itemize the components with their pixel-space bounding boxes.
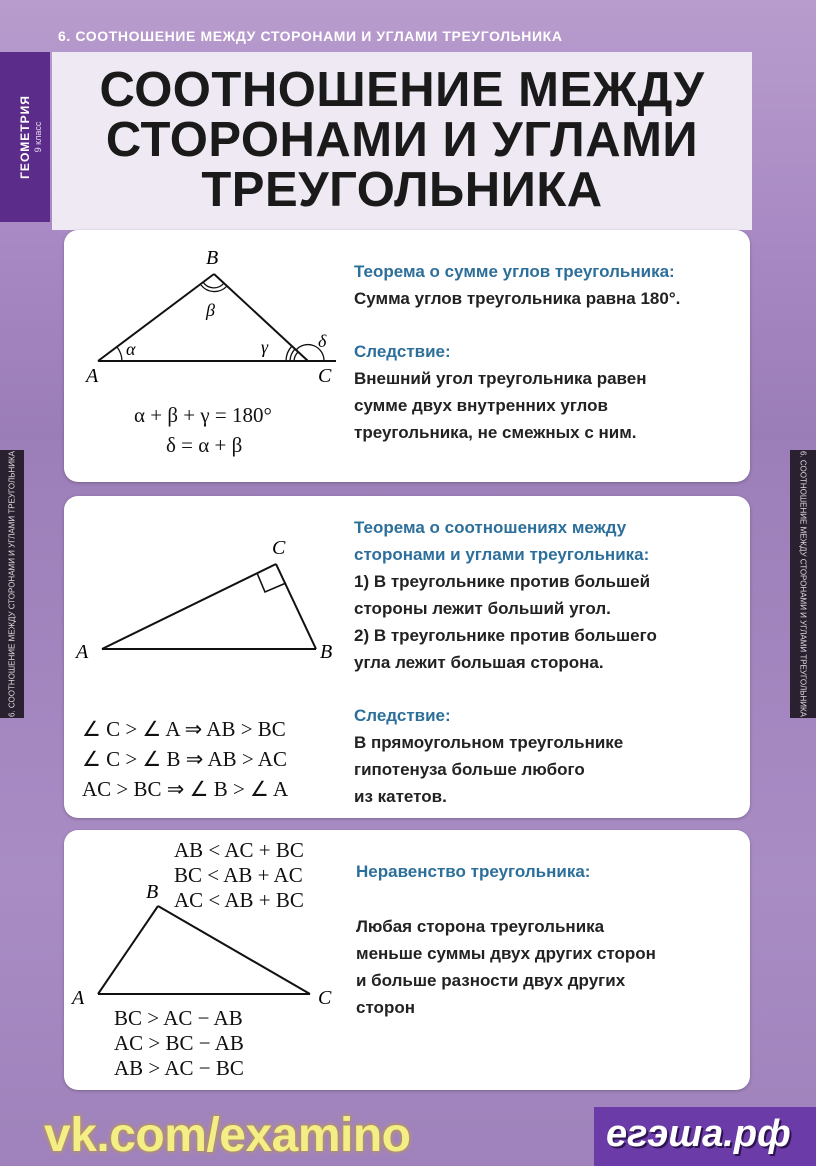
label-B: B [206, 247, 219, 269]
formula-line: AC < AB + BC [174, 888, 304, 912]
formula-line: AC > BC − AB [114, 1031, 244, 1055]
corollary-line: сумме двух внутренних углов [354, 396, 608, 415]
right-triangle-figure [64, 526, 354, 716]
theorem-line: 2) В треугольнике против большего [354, 626, 657, 645]
side-ab [98, 274, 214, 361]
formula-line: BC > AC − AB [114, 1006, 243, 1030]
formula-line: ∠ C > ∠ B ⇒ AB > AC [82, 747, 287, 771]
card-sides-angles [64, 496, 750, 818]
label-C: C [272, 537, 286, 559]
formula-line: BC < AB + AC [174, 863, 303, 887]
label-delta: δ [318, 331, 327, 351]
label-B: B [320, 641, 333, 663]
arc-alpha [117, 347, 122, 361]
label-B: B [146, 881, 159, 903]
right-strip-label: 6. СООТНОШЕНИЕ МЕЖДУ СТОРОНАМИ И УГЛАМИ ТРЕУГОЛЬНИКА [798, 450, 808, 718]
corollary-line: гипотенуза больше любого [354, 760, 585, 779]
label-gamma: γ [261, 337, 269, 357]
theorem-title: Теорема о сумме углов треугольника: [354, 262, 675, 281]
theorem-line: угла лежит большая сторона. [354, 653, 604, 672]
label-alpha: α [126, 339, 136, 359]
label-A: A [86, 365, 99, 387]
formula-angle-sum: α + β + γ = 180° [134, 403, 272, 427]
left-side-strip [0, 450, 24, 718]
brand-badge [594, 1107, 816, 1166]
sides-angles-text [354, 514, 744, 810]
theorem-line: стороны лежит больший угол. [354, 599, 611, 618]
side-ab [98, 906, 158, 994]
formula-line: AB > AC − BC [114, 1056, 244, 1080]
inequality-line: Любая сторона треугольника [356, 917, 605, 936]
side-cb [276, 564, 316, 649]
vk-watermark: vk.com/examino [44, 1109, 411, 1162]
corollary-line: треугольника, не смежных с ним. [354, 423, 637, 442]
page-title [52, 63, 752, 217]
inequality-line: меньше суммы двух других сторон [356, 944, 656, 963]
corollary-line: Внешний угол треугольника равен [354, 369, 647, 388]
theorem-line: 1) В треугольнике против большей [354, 572, 651, 591]
triangle-inequality-figure [64, 876, 354, 1006]
corollary-line: В прямоугольном треугольнике [354, 733, 624, 752]
label-A: A [76, 641, 89, 663]
title-line-1: СООТНОШЕНИЕ МЕЖДУ [99, 63, 705, 117]
inequality-line: и больше разности двух других [356, 971, 626, 990]
side-ac [102, 564, 276, 649]
arc-beta-1 [203, 282, 224, 288]
label-C: C [318, 365, 332, 387]
label-beta: β [206, 300, 215, 320]
label-C: C [318, 987, 332, 1006]
theorem-title-line: Теорема о соотношениях между [354, 518, 627, 537]
title-line-3: ТРЕУГОЛЬНИКА [201, 162, 603, 217]
title-line-2: СТОРОНАМИ И УГЛАМИ [105, 112, 699, 167]
corollary-title: Следствие: [354, 706, 451, 725]
poster-subtitle: 6. СООТНОШЕНИЕ МЕЖДУ СТОРОНАМИ И УГЛАМИ ТРЕУГОЛЬНИКА [58, 28, 563, 44]
formula-line: AC > BC ⇒ ∠ B > ∠ A [82, 777, 289, 801]
brand-text: егэша.рф [606, 1113, 791, 1155]
card-triangle-inequality [64, 830, 750, 1090]
side-bc [158, 906, 310, 994]
triangle-angle-sum-figure [64, 240, 354, 410]
inequality-line: сторон [356, 998, 415, 1017]
theorem-text: Сумма углов треугольника равна 180°. [354, 289, 681, 308]
inequality-formulas-bottom [114, 1006, 244, 1081]
angle-sum-text [354, 258, 744, 446]
card-angle-sum [64, 230, 750, 482]
formulas-sides-angles [82, 714, 288, 804]
arc-gamma-3 [294, 352, 298, 361]
side-tab-label: ГЕОМЕТРИЯ [18, 95, 32, 179]
left-strip-label: 6. СООТНОШЕНИЕ МЕЖДУ СТОРОНАМИ И УГЛАМИ ТРЕУГОЛЬНИКА [7, 450, 17, 718]
inequality-title: Неравенство треугольника: [356, 862, 591, 881]
corollary-line: из катетов. [354, 787, 447, 806]
formula-line: AB < AC + BC [174, 838, 304, 862]
inequality-text [356, 858, 746, 1021]
side-tab-grade: 9 класс [33, 121, 43, 153]
label-A: A [72, 987, 85, 1006]
right-side-strip [790, 450, 816, 718]
formula-exterior-angle: δ = α + β [166, 433, 243, 457]
formula-line: ∠ C > ∠ A ⇒ AB > BC [82, 717, 286, 741]
theorem-title-line: сторонами и углами треугольника: [354, 545, 650, 564]
side-tab [0, 52, 50, 222]
corollary-title: Следствие: [354, 342, 451, 361]
